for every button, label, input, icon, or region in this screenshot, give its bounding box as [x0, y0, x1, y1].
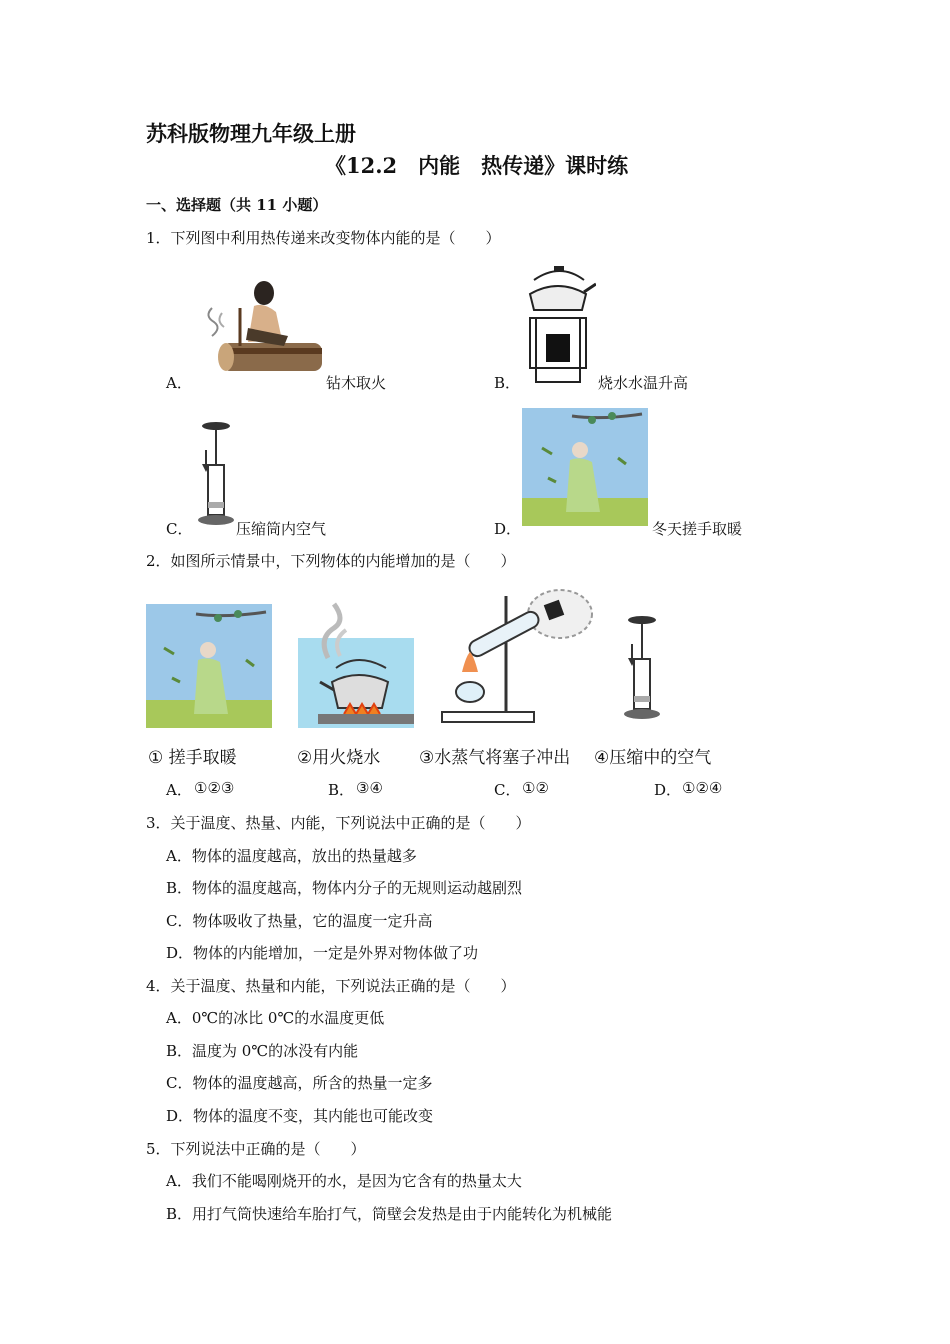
q2-caption-2: ②用火烧水: [297, 748, 381, 768]
q4-option-d: D．物体的温度不变，其内能也可能改变: [166, 1107, 434, 1125]
compression-tube-figure: [196, 420, 236, 530]
q2-compression-tube-figure: [622, 614, 662, 724]
q5-option-b: B．用打气筒快速给车胎打气，筒壁会发热是由于内能转化为机械能: [166, 1205, 613, 1223]
title-line2: 《12.2 内能 热传递》课时练: [325, 153, 629, 178]
q4-option-c: C．物体的温度越高，所含的热量一定多: [166, 1074, 433, 1092]
q2-caption-3: ③水蒸气将塞子冲出: [419, 748, 571, 768]
q1-option-a-letter: A．: [166, 374, 192, 392]
q3-option-a: A．物体的温度越高，放出的热量越多: [166, 847, 417, 865]
q1-option-c-letter: C．: [166, 520, 193, 538]
q1-option-c-text: 压缩筒内空气: [236, 520, 327, 538]
q5-stem: 5．下列说法中正确的是（ ）: [146, 1140, 366, 1158]
q2-caption-1: ① 搓手取暖: [148, 748, 237, 768]
kettle-stove-figure: [520, 262, 596, 384]
rubbing-hands-figure: [522, 408, 648, 526]
q2-kettle-fire-figure: [298, 598, 414, 728]
q2-option-b-letter: B．: [328, 781, 355, 799]
q2-option-a-text: ①②③: [194, 779, 235, 797]
title-line1: 苏科版物理九年级上册: [146, 121, 356, 146]
q2-option-d-text: ①②④: [682, 779, 723, 797]
q1-option-a-text: 钻木取火: [326, 374, 387, 392]
drilling-wood-figure: [192, 268, 324, 382]
q2-option-a-letter: A．: [166, 781, 192, 799]
q2-stem: 2．如图所示情景中，下列物体的内能增加的是（ ）: [146, 552, 516, 570]
q1-option-b-letter: B．: [494, 374, 521, 392]
q2-option-c-text: ①②: [522, 779, 549, 797]
q2-option-c-letter: C．: [494, 781, 521, 799]
q4-option-a: A．0℃的冰比 0℃的水温度更低: [166, 1009, 385, 1027]
q2-caption-4: ④压缩中的空气: [594, 748, 712, 768]
q2-option-b-text: ③④: [356, 779, 383, 797]
q3-option-d: D．物体的内能增加，一定是外界对物体做了功: [166, 944, 479, 962]
q2-rubbing-hands-figure: [146, 604, 272, 728]
q2-option-d-letter: D．: [654, 781, 682, 799]
q1-option-d-letter: D．: [494, 520, 522, 538]
q3-option-b: B．物体的温度越高，物体内分子的无规则运动越剧烈: [166, 879, 523, 897]
q2-steam-cork-figure: [436, 586, 594, 728]
q4-stem: 4．关于温度、热量和内能，下列说法正确的是（ ）: [146, 977, 516, 995]
q5-option-a: A．我们不能喝刚烧开的水，是因为它含有的热量太大: [166, 1172, 522, 1190]
q3-option-c: C．物体吸收了热量，它的温度一定升高: [166, 912, 433, 930]
q4-option-b: B．温度为 0℃的冰没有内能: [166, 1042, 359, 1060]
q1-stem: 1．下列图中利用热传递来改变物体内能的是（ ）: [146, 229, 501, 247]
q1-option-b-text: 烧水水温升高: [598, 374, 689, 392]
section-heading: 一、选择题（共 11 小题）: [146, 196, 328, 214]
q1-option-d-text: 冬天搓手取暖: [652, 520, 743, 538]
q3-stem: 3．关于温度、热量、内能，下列说法中正确的是（ ）: [146, 814, 531, 832]
